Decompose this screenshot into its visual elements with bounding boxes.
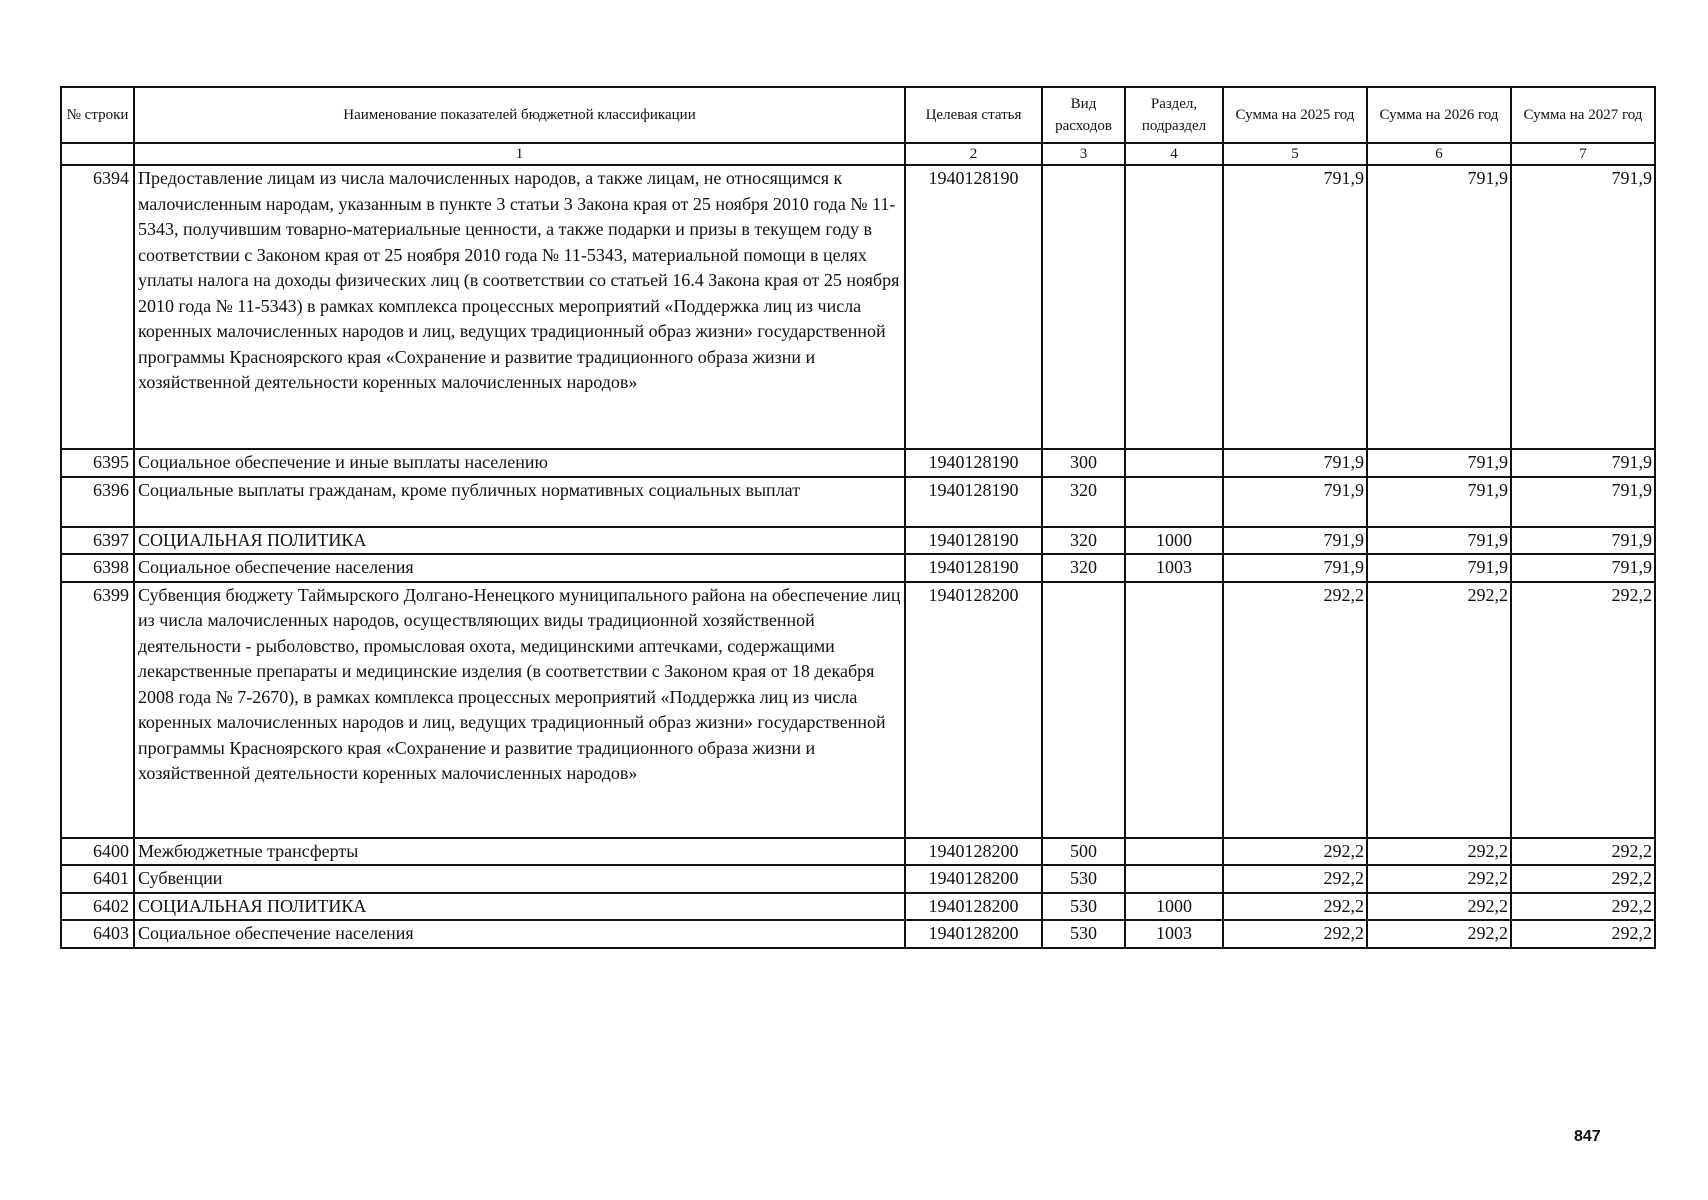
target-article-cell: 1940128200 bbox=[905, 920, 1042, 948]
column-number: 5 bbox=[1223, 143, 1367, 165]
sum-2027-cell: 791,9 bbox=[1511, 527, 1655, 555]
name-cell: Социальное обеспечение и иные выплаты населению bbox=[134, 449, 905, 477]
header-sum-2027: Сумма на 2027 год bbox=[1511, 87, 1655, 143]
target-article-cell: 1940128190 bbox=[905, 477, 1042, 527]
expense-kind-cell: 300 bbox=[1042, 449, 1125, 477]
expense-kind-cell: 530 bbox=[1042, 893, 1125, 921]
header-row-number: № строки bbox=[61, 87, 134, 143]
row-number-cell: 6399 bbox=[61, 582, 134, 838]
expense-kind-cell: 320 bbox=[1042, 477, 1125, 527]
section-cell: 1000 bbox=[1125, 527, 1223, 555]
sum-2025-cell: 292,2 bbox=[1223, 893, 1367, 921]
section-cell bbox=[1125, 449, 1223, 477]
sum-2025-cell: 791,9 bbox=[1223, 165, 1367, 449]
sum-2026-cell: 791,9 bbox=[1367, 527, 1511, 555]
target-article-cell: 1940128190 bbox=[905, 449, 1042, 477]
table-row bbox=[61, 554, 1655, 582]
target-article-cell: 1940128190 bbox=[905, 527, 1042, 555]
sum-2027-cell: 292,2 bbox=[1511, 582, 1655, 838]
table-row bbox=[61, 893, 1655, 921]
name-cell: Межбюджетные трансферты bbox=[134, 838, 905, 866]
name-cell: СОЦИАЛЬНАЯ ПОЛИТИКА bbox=[134, 527, 905, 555]
sum-2027-cell: 791,9 bbox=[1511, 165, 1655, 449]
sum-2027-cell: 292,2 bbox=[1511, 920, 1655, 948]
sum-2025-cell: 791,9 bbox=[1223, 477, 1367, 527]
name-cell: Социальное обеспечение населения bbox=[134, 920, 905, 948]
expense-kind-cell bbox=[1042, 165, 1125, 449]
sum-2025-cell: 791,9 bbox=[1223, 527, 1367, 555]
column-number: 1 bbox=[134, 143, 905, 165]
column-number: 3 bbox=[1042, 143, 1125, 165]
target-article-cell: 1940128200 bbox=[905, 865, 1042, 893]
section-cell bbox=[1125, 865, 1223, 893]
row-number-cell: 6398 bbox=[61, 554, 134, 582]
row-number-cell: 6394 bbox=[61, 165, 134, 449]
expense-kind-cell: 530 bbox=[1042, 920, 1125, 948]
column-number-blank bbox=[61, 143, 134, 165]
row-number-cell: 6397 bbox=[61, 527, 134, 555]
expense-kind-cell bbox=[1042, 582, 1125, 838]
expense-kind-cell: 320 bbox=[1042, 554, 1125, 582]
sum-2025-cell: 791,9 bbox=[1223, 449, 1367, 477]
sum-2026-cell: 292,2 bbox=[1367, 893, 1511, 921]
target-article-cell: 1940128190 bbox=[905, 165, 1042, 449]
column-number: 4 bbox=[1125, 143, 1223, 165]
row-number-cell: 6395 bbox=[61, 449, 134, 477]
sum-2027-cell: 292,2 bbox=[1511, 865, 1655, 893]
table-row bbox=[61, 865, 1655, 893]
header-row bbox=[61, 87, 1655, 143]
table-row bbox=[61, 527, 1655, 555]
sum-2025-cell: 292,2 bbox=[1223, 582, 1367, 838]
sum-2026-cell: 791,9 bbox=[1367, 165, 1511, 449]
header-sum-2026: Сумма на 2026 год bbox=[1367, 87, 1511, 143]
sum-2026-cell: 292,2 bbox=[1367, 582, 1511, 838]
section-cell bbox=[1125, 838, 1223, 866]
budget-table bbox=[60, 86, 1656, 949]
sum-2027-cell: 791,9 bbox=[1511, 449, 1655, 477]
column-number: 6 bbox=[1367, 143, 1511, 165]
sum-2025-cell: 292,2 bbox=[1223, 920, 1367, 948]
column-number: 2 bbox=[905, 143, 1042, 165]
section-cell: 1003 bbox=[1125, 920, 1223, 948]
section-cell bbox=[1125, 165, 1223, 449]
table-row bbox=[61, 477, 1655, 527]
header-name: Наименование показателей бюджетной классификации bbox=[134, 87, 905, 143]
sum-2026-cell: 292,2 bbox=[1367, 838, 1511, 866]
name-cell: Предоставление лицам из числа малочисленных народов, а также лицам, не относящимся к малочисленным народам, указанным в пункте 3 статьи 3 Закона края от 25 ноября 2010 года № 11-5343, получившим товарно-материальные ценности, а также подарки и призы в текущем году в соответствии с Законом края от 25 ноября 2010 года № 11-5343, материальной помощи в целях уплаты налога на доходы физических лиц (в соответствии со статьей 16.4 Закона края от 25 ноября 2010 года № 11-5343) в рамках комплекса процессных мероприятий «Поддержка лиц из числа коренных малочисленных народов и лиц, ведущих традиционный образ жизни» государственной программы Красноярского края «Сохранение и развитие традиционного образа жизни и хозяйственной деятельности коренных малочисленных народов» bbox=[134, 165, 905, 449]
target-article-cell: 1940128200 bbox=[905, 893, 1042, 921]
expense-kind-cell: 530 bbox=[1042, 865, 1125, 893]
header-expense-kind: Вид расходов bbox=[1042, 87, 1125, 143]
table-row bbox=[61, 838, 1655, 866]
section-cell: 1003 bbox=[1125, 554, 1223, 582]
row-number-cell: 6402 bbox=[61, 893, 134, 921]
sum-2026-cell: 791,9 bbox=[1367, 449, 1511, 477]
sum-2027-cell: 791,9 bbox=[1511, 477, 1655, 527]
sum-2025-cell: 292,2 bbox=[1223, 865, 1367, 893]
expense-kind-cell: 500 bbox=[1042, 838, 1125, 866]
section-cell bbox=[1125, 582, 1223, 838]
sum-2026-cell: 791,9 bbox=[1367, 554, 1511, 582]
name-cell: СОЦИАЛЬНАЯ ПОЛИТИКА bbox=[134, 893, 905, 921]
name-cell: Субвенции bbox=[134, 865, 905, 893]
row-number-cell: 6400 bbox=[61, 838, 134, 866]
table-row bbox=[61, 449, 1655, 477]
target-article-cell: 1940128200 bbox=[905, 838, 1042, 866]
target-article-cell: 1940128200 bbox=[905, 582, 1042, 838]
sum-2025-cell: 791,9 bbox=[1223, 554, 1367, 582]
table-row bbox=[61, 582, 1655, 838]
sum-2027-cell: 791,9 bbox=[1511, 554, 1655, 582]
row-number-cell: 6403 bbox=[61, 920, 134, 948]
column-number-row bbox=[61, 143, 1655, 165]
header-target-article: Целевая статья bbox=[905, 87, 1042, 143]
target-article-cell: 1940128190 bbox=[905, 554, 1042, 582]
header-sum-2025: Сумма на 2025 год bbox=[1223, 87, 1367, 143]
sum-2027-cell: 292,2 bbox=[1511, 893, 1655, 921]
name-cell: Субвенция бюджету Таймырского Долгано-Ненецкого муниципального района на обеспечение лиц из числа малочисленных народов, осуществляющих виды традиционной хозяйственной деятельности - рыболовство, промысловая охота, медицинскими аптечками, содержащими лекарственные препараты и медицинские изделия (в соответствии с Законом края от 18 декабря 2008 года № 7-2670), в рамках комплекса процессных мероприятий «Поддержка лиц из числа коренных малочисленных народов и лиц, ведущих традиционный образ жизни» государственной программы Красноярского края «Сохранение и развитие традиционного образа жизни и хозяйственной деятельности коренных малочисленных народов» bbox=[134, 582, 905, 838]
row-number-cell: 6396 bbox=[61, 477, 134, 527]
column-number: 7 bbox=[1511, 143, 1655, 165]
header-section: Раздел, подраздел bbox=[1125, 87, 1223, 143]
row-number-cell: 6401 bbox=[61, 865, 134, 893]
sum-2027-cell: 292,2 bbox=[1511, 838, 1655, 866]
section-cell: 1000 bbox=[1125, 893, 1223, 921]
section-cell bbox=[1125, 477, 1223, 527]
table-row bbox=[61, 920, 1655, 948]
sum-2026-cell: 292,2 bbox=[1367, 920, 1511, 948]
sum-2025-cell: 292,2 bbox=[1223, 838, 1367, 866]
table-row bbox=[61, 165, 1655, 449]
sum-2026-cell: 791,9 bbox=[1367, 477, 1511, 527]
page-number: 847 bbox=[1574, 1128, 1601, 1145]
expense-kind-cell: 320 bbox=[1042, 527, 1125, 555]
name-cell: Социальное обеспечение населения bbox=[134, 554, 905, 582]
table-body bbox=[61, 165, 1655, 948]
sum-2026-cell: 292,2 bbox=[1367, 865, 1511, 893]
name-cell: Социальные выплаты гражданам, кроме публичных нормативных социальных выплат bbox=[134, 477, 905, 527]
